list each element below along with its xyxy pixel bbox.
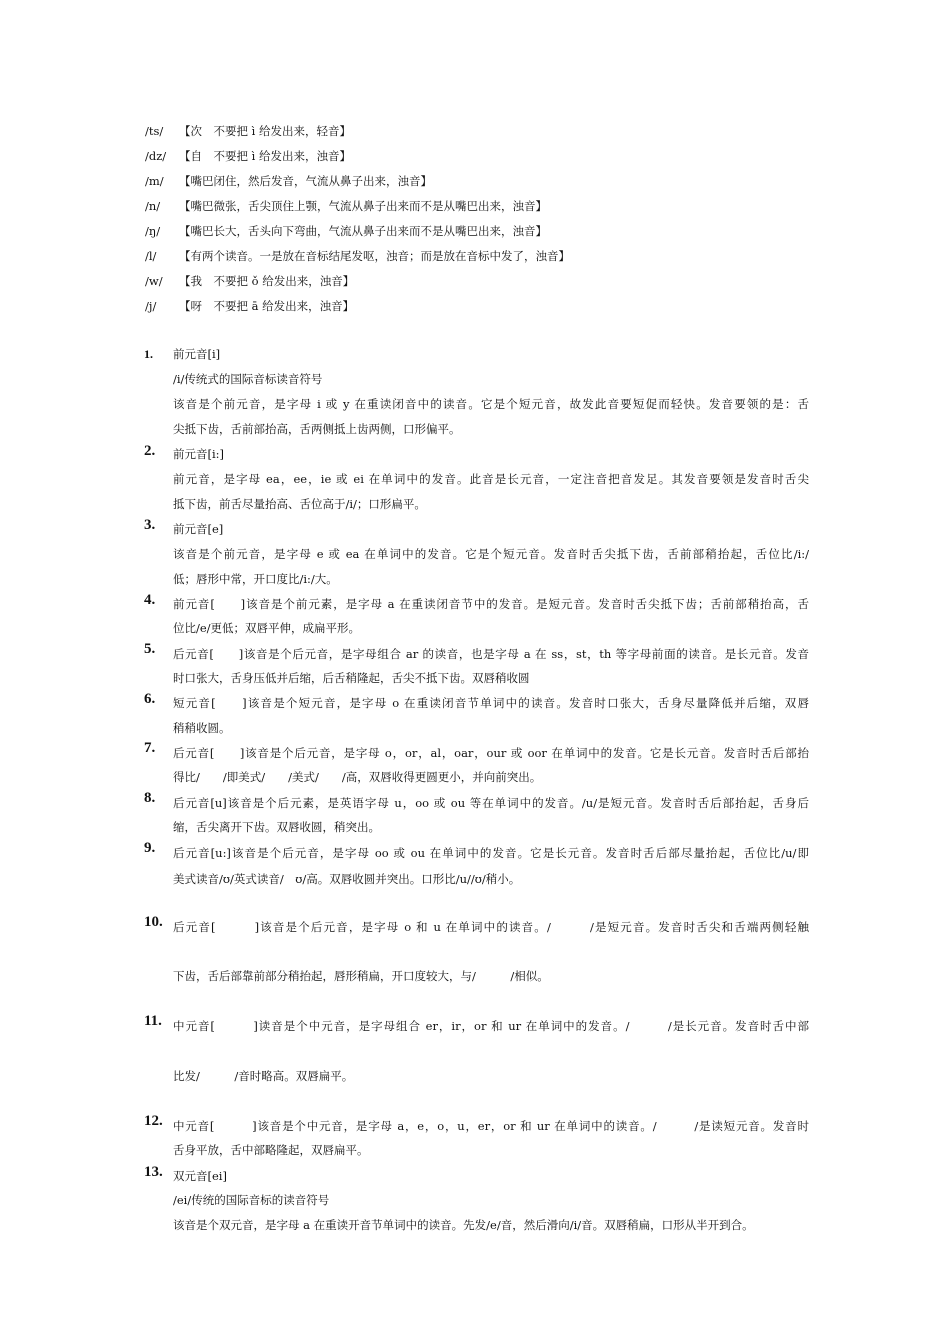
paragraph-line: 缩，舌尖离开下齿。双唇收圆，稍突出。 bbox=[173, 820, 380, 834]
phonetic-description: 【我 不要把 ǒ 给发出来，浊音】 bbox=[179, 274, 355, 288]
phonetic-symbol: /ts/ bbox=[145, 124, 164, 138]
paragraph-line: 前元音，是字母 ea，ee，ie 或 ei 在单词中的发音。此音是长元音，一定注音把音发足。其发音要领是发音时舌尖 bbox=[173, 472, 809, 486]
consonant-row bbox=[145, 249, 570, 263]
paragraph-line: /ei/传统的国际音标的读音符号 bbox=[173, 1193, 330, 1207]
phonetic-symbol: /l/ bbox=[145, 249, 157, 263]
section-number: 9. bbox=[144, 840, 156, 856]
phonetic-description: 【有两个读音。一是放在音标结尾发呕，浊音；而是放在音标中发了，浊音】 bbox=[179, 249, 570, 263]
section-title: 前元音[i] bbox=[173, 347, 221, 361]
section-number: 3. bbox=[144, 517, 156, 533]
paragraph-line: 后元音[u:]该音是个后元音，是字母 oo 或 ou 在单词中的发音。它是长元音。发音时舌后部尽量抬起，舌位比/u/即 bbox=[173, 846, 809, 860]
phonetic-symbol: /dz/ bbox=[145, 149, 167, 163]
consonant-row bbox=[145, 149, 351, 163]
paragraph-line: 该音是个前元音，是字母 e 或 ea 在单词中的发音。它是个短元音。发音时舌尖抵下齿，舌前部稍抬起，舌位比/i:/ bbox=[173, 547, 809, 561]
paragraph-line: 抵下齿，前舌尽量抬高、舌位高于/i/；口形扁平。 bbox=[173, 497, 426, 511]
paragraph-line: 中元音[ ]读音是个中元音，是字母组合 er，ir，or 和 ur 在单词中的发音。/ /是长元音。发音时舌中部 bbox=[173, 1019, 809, 1033]
phonetic-description: 【呀 不要把 ā 给发出来，浊音】 bbox=[179, 299, 355, 313]
section-number: 10. bbox=[144, 914, 163, 930]
phonetic-symbol: /w/ bbox=[145, 274, 163, 288]
paragraph-line: 中元音[ ]该音是个中元音，是字母 a，e，o，u，er，or 和 ur 在单词中的读音。/ /是读短元音。发音时 bbox=[173, 1119, 809, 1133]
phonetic-description: 【嘴巴微张，舌尖顶住上颚，气流从鼻子出来而不是从嘴巴出来，浊音】 bbox=[179, 199, 547, 213]
section-number: 7. bbox=[144, 740, 156, 756]
section-number: 5. bbox=[144, 641, 156, 657]
consonant-row bbox=[145, 299, 354, 313]
paragraph-line: 稍稍收圆。 bbox=[173, 721, 231, 735]
consonant-row bbox=[145, 274, 354, 288]
paragraph-line: 后元音[ ]该音是个后元音，是字母 o，or，al，oar，our 或 oor 在单词中的发音。它是长元音。发音时舌后部抬 bbox=[173, 746, 809, 760]
phonetic-symbol: /j/ bbox=[145, 299, 157, 313]
paragraph-line: 时口张大，舌身压低并后缩，后舌稍隆起，舌尖不抵下齿。双唇稍收圆 bbox=[173, 671, 530, 685]
paragraph-line: 后元音[ ]该音是个后元音，是字母组合 ar 的读音，也是字母 a 在 ss，st，th 等字母前面的读音。是长元音。发音 bbox=[173, 647, 809, 661]
paragraph-line: 舌身平放，舌中部略隆起，双唇扁平。 bbox=[173, 1143, 369, 1157]
paragraph-line: 低；唇形中常，开口度比/i:/大。 bbox=[173, 572, 338, 586]
section-number: 13. bbox=[144, 1164, 163, 1180]
consonant-row bbox=[145, 224, 547, 238]
phonetic-symbol: /ŋ/ bbox=[145, 224, 161, 238]
section-number: 1. bbox=[144, 347, 153, 361]
paragraph-line: 前元音[ ]该音是个前元素，是字母 a 在重读闭音节中的发音。是短元音。发音时舌尖抵下齿；舌前部稍抬高，舌 bbox=[173, 597, 809, 611]
paragraph-line: 得比/ /即美式/ /美式/ /高，双唇收得更圆更小，并向前突出。 bbox=[173, 770, 542, 784]
section-number: 4. bbox=[144, 592, 156, 608]
section-number: 2. bbox=[144, 443, 156, 459]
paragraph-line: 尖抵下齿，舌前部抬高，舌两侧抵上齿两侧，口形偏平。 bbox=[173, 422, 461, 436]
paragraph-line: 该音是个双元音，是字母 a 在重读开音节单词中的读音。先发/e/音，然后滑向/i/音。双唇稍扁，口形从半开到合。 bbox=[173, 1218, 754, 1232]
paragraph-line: /i/传统式的国际音标读音符号 bbox=[173, 372, 323, 386]
phonetic-description: 【次 不要把 ì 给发出来，轻音】 bbox=[179, 124, 351, 138]
paragraph-line: 短元音[ ]该音是个短元音，是字母 o 在重读闭音节单词中的读音。发音时口张大，舌身尽量降低并后缩，双唇 bbox=[173, 696, 809, 710]
consonant-row bbox=[145, 199, 547, 213]
phonetic-description: 【嘴巴长大，舌头向下弯曲，气流从鼻子出来而不是从嘴巴出来，浊音】 bbox=[179, 224, 547, 238]
section-title: 前元音[e] bbox=[173, 522, 224, 536]
paragraph-line: 后元音[ ]该音是个后元音，是字母 o 和 u 在单词中的读音。/ /是短元音。发音时舌尖和舌端两侧轻触 bbox=[173, 920, 809, 934]
section-number: 12. bbox=[144, 1113, 163, 1129]
paragraph-line: 后元音[u]该音是个后元素，是英语字母 u，oo 或 ou 等在单词中的发音。/u/是短元音。发音时舌后部抬起，舌身后 bbox=[173, 796, 809, 810]
section-number: 11. bbox=[144, 1013, 162, 1029]
section-number: 8. bbox=[144, 790, 156, 806]
paragraph-line: 美式读音/ʊ/英式读音/ ʊ/高。双唇收圆并突出。口形比/u//ʊ/稍小。 bbox=[173, 872, 521, 886]
phonetic-symbol: /n/ bbox=[145, 199, 161, 213]
phonetic-symbol: /m/ bbox=[145, 174, 164, 188]
phonetic-description: 【自 不要把 ì 给发出来，浊音】 bbox=[179, 149, 351, 163]
paragraph-line: 下齿，舌后部靠前部分稍抬起，唇形稍扁，开口度较大，与/ /相似。 bbox=[173, 969, 549, 983]
paragraph-line: 位比/e/更低；双唇平伸，成扁平形。 bbox=[173, 621, 361, 635]
paragraph-line: 该音是个前元音，是字母 i 或 y 在重读闭音中的读音。它是个短元音，故发此音要短促而轻快。发音要领的是：舌 bbox=[173, 397, 809, 411]
consonant-row bbox=[145, 174, 432, 188]
section-number: 6. bbox=[144, 691, 156, 707]
section-title: 双元音[ei] bbox=[173, 1169, 227, 1183]
consonant-row bbox=[145, 124, 351, 138]
phonetic-description: 【嘴巴闭住，然后发音，气流从鼻子出来，浊音】 bbox=[179, 174, 432, 188]
paragraph-line: 比发/ /音时略高。双唇扁平。 bbox=[173, 1069, 354, 1083]
section-title: 前元音[i:] bbox=[173, 447, 225, 461]
